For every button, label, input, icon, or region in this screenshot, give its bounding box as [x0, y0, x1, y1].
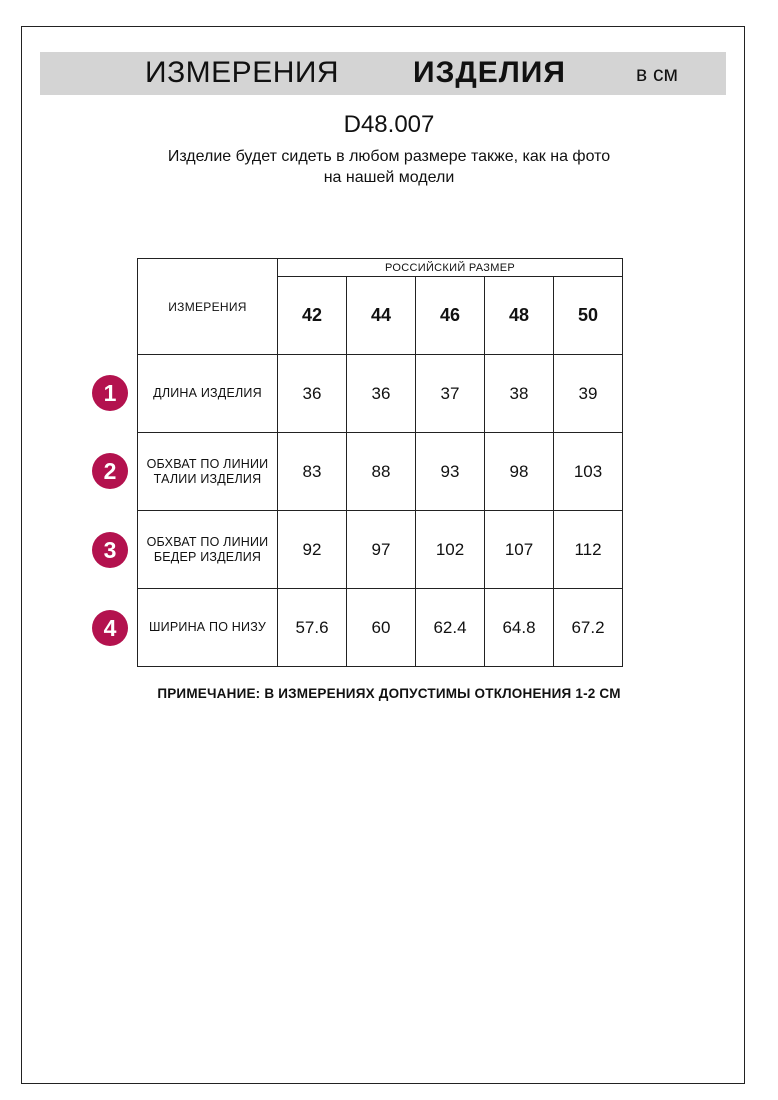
size-table: [137, 258, 623, 667]
size-header-cell: 50: [554, 277, 623, 355]
value-cell: 98: [485, 433, 554, 511]
title-product: ИЗДЕЛИЯ: [413, 56, 566, 89]
product-description: [0, 146, 778, 188]
size-header-cell: 44: [347, 277, 416, 355]
value-cell: 93: [416, 433, 485, 511]
row-label-line: БЕДЕР ИЗДЕЛИЯ: [153, 549, 262, 564]
size-group-header: РОССИЙСКИЙ РАЗМЕР: [278, 259, 623, 277]
row-number-marker: 3: [92, 532, 128, 568]
value-cell: 92: [278, 511, 347, 589]
title-measurements: ИЗМЕРЕНИЯ: [145, 56, 340, 89]
value-cell: 107: [485, 511, 554, 589]
row-number-marker: 4: [92, 610, 128, 646]
value-cell: 103: [554, 433, 623, 511]
row-label: [138, 433, 278, 511]
table-row: [138, 589, 623, 667]
value-cell: 39: [554, 355, 623, 433]
value-cell: 83: [278, 433, 347, 511]
description-line: Изделие будет сидеть в любом размере также, как на фото: [167, 148, 611, 165]
table-row: [138, 511, 623, 589]
row-number-marker: 2: [92, 453, 128, 489]
product-code: D48.007: [343, 111, 435, 138]
table-row: [138, 433, 623, 511]
value-cell: 67.2: [554, 589, 623, 667]
value-cell: 88: [347, 433, 416, 511]
value-cell: 36: [347, 355, 416, 433]
description-line: на нашей модели: [323, 169, 455, 186]
title-unit: в см: [636, 63, 678, 86]
value-cell: 64.8: [485, 589, 554, 667]
row-label: [138, 355, 278, 433]
size-header-cell: 46: [416, 277, 485, 355]
value-cell: 57.6: [278, 589, 347, 667]
row-label-line: ТАЛИИ ИЗДЕЛИЯ: [153, 471, 262, 486]
tolerance-note: ПРИМЕЧАНИЕ: В ИЗМЕРЕНИЯХ ДОПУСТИМЫ ОТКЛОНЕНИЯ 1-2 СМ: [157, 686, 621, 701]
size-header-cell: 48: [485, 277, 554, 355]
value-cell: 62.4: [416, 589, 485, 667]
row-number-marker: 1: [92, 375, 128, 411]
value-cell: 36: [278, 355, 347, 433]
title-banner: [40, 52, 726, 95]
row-label: [138, 511, 278, 589]
row-label-line: ОБХВАТ ПО ЛИНИИ: [146, 456, 269, 471]
value-cell: 97: [347, 511, 416, 589]
row-label: [138, 589, 278, 667]
measurements-header: ИЗМЕРЕНИЯ: [138, 259, 278, 355]
table-row: [138, 355, 623, 433]
size-header-cell: 42: [278, 277, 347, 355]
value-cell: 102: [416, 511, 485, 589]
row-label-line: ШИРИНА ПО НИЗУ: [149, 620, 266, 634]
value-cell: 37: [416, 355, 485, 433]
row-label-line: ДЛИНА ИЗДЕЛИЯ: [153, 386, 262, 400]
value-cell: 38: [485, 355, 554, 433]
value-cell: 60: [347, 589, 416, 667]
row-label-line: ОБХВАТ ПО ЛИНИИ: [146, 534, 269, 549]
value-cell: 112: [554, 511, 623, 589]
